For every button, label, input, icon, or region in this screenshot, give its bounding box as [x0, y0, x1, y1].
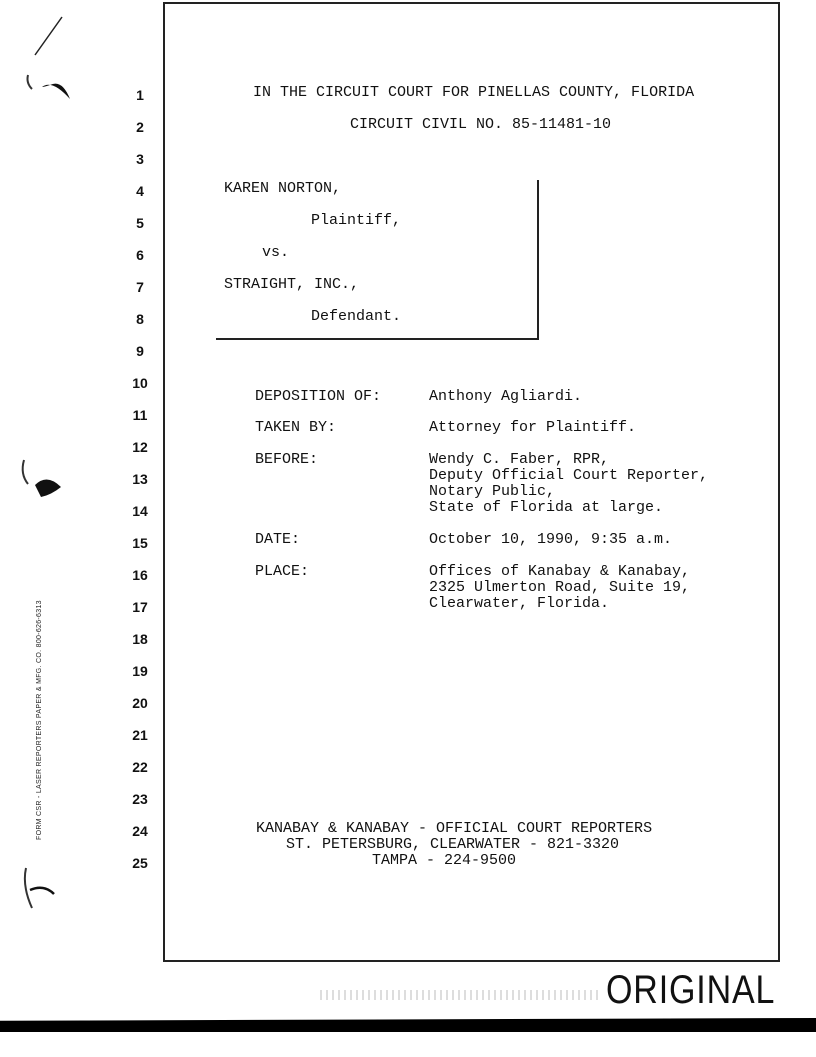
line-number: 7	[136, 279, 144, 295]
date-label: DATE:	[255, 531, 301, 548]
line-number: 4	[136, 183, 144, 199]
versus-label: vs.	[262, 244, 290, 261]
line-number: 14	[132, 503, 148, 519]
line-number: 18	[132, 631, 148, 647]
place-label: PLACE:	[255, 563, 310, 580]
punch-mark-icon	[10, 15, 70, 105]
line-number: 5	[136, 215, 144, 231]
before-line: State of Florida at large.	[429, 499, 664, 516]
date-value: October 10, 1990, 9:35 a.m.	[429, 531, 673, 548]
footer-line: KANABAY & KANABAY - OFFICIAL COURT REPORTERS	[256, 820, 653, 837]
line-number: 12	[132, 439, 148, 455]
defendant-label: Defendant.	[311, 308, 402, 325]
place-line: Offices of Kanabay & Kanabay,	[429, 563, 691, 580]
before-label: BEFORE:	[255, 451, 319, 468]
line-number: 11	[132, 407, 148, 423]
scan-noise	[320, 990, 600, 1000]
taken-by-label: TAKEN BY:	[255, 419, 337, 436]
before-line: Deputy Official Court Reporter,	[429, 467, 709, 484]
place-line: Clearwater, Florida.	[429, 595, 610, 612]
before-line: Notary Public,	[429, 483, 556, 500]
line-number: 24	[132, 823, 148, 839]
footer-line: ST. PETERSBURG, CLEARWATER - 821-3320	[286, 836, 620, 853]
scan-edge-bar	[0, 1018, 816, 1032]
line-number: 9	[136, 343, 144, 359]
court-heading: IN THE CIRCUIT COURT FOR PINELLAS COUNTY, FLORIDA	[253, 84, 695, 101]
place-line: 2325 Ulmerton Road, Suite 19,	[429, 579, 691, 596]
before-line: Wendy C. Faber, RPR,	[429, 451, 610, 468]
original-stamp: ORIGINAL	[606, 968, 776, 1012]
line-number: 3	[136, 151, 144, 167]
line-number: 10	[132, 375, 148, 391]
taken-by-value: Attorney for Plaintiff.	[429, 419, 637, 436]
punch-mark-icon	[10, 860, 70, 930]
defendant-name: STRAIGHT, INC.,	[224, 276, 360, 293]
plaintiff-label: Plaintiff,	[311, 212, 402, 229]
line-number: 1	[136, 87, 144, 103]
plaintiff-name: KAREN NORTON,	[224, 180, 342, 197]
line-number: 17	[132, 599, 148, 615]
case-number: CIRCUIT CIVIL NO. 85-11481-10	[350, 116, 612, 133]
line-number: 16	[132, 567, 148, 583]
line-number: 15	[132, 535, 148, 551]
deposition-label: DEPOSITION OF:	[255, 388, 382, 405]
line-number: 19	[132, 663, 148, 679]
line-number: 22	[132, 759, 148, 775]
line-number: 2	[136, 119, 144, 135]
line-number: 6	[136, 247, 144, 263]
punch-mark-icon	[10, 440, 70, 510]
line-number: 20	[132, 695, 148, 711]
line-number: 21	[132, 727, 148, 743]
line-number: 23	[132, 791, 148, 807]
footer-line: TAMPA - 224-9500	[372, 852, 517, 869]
line-number: 13	[132, 471, 148, 487]
form-side-text: FORM CSR - LASER REPORTERS PAPER & MFG. CO. 800-626-6313	[36, 600, 43, 840]
line-number: 8	[136, 311, 144, 327]
line-number: 25	[132, 855, 148, 871]
deposition-value: Anthony Agliardi.	[429, 388, 583, 405]
